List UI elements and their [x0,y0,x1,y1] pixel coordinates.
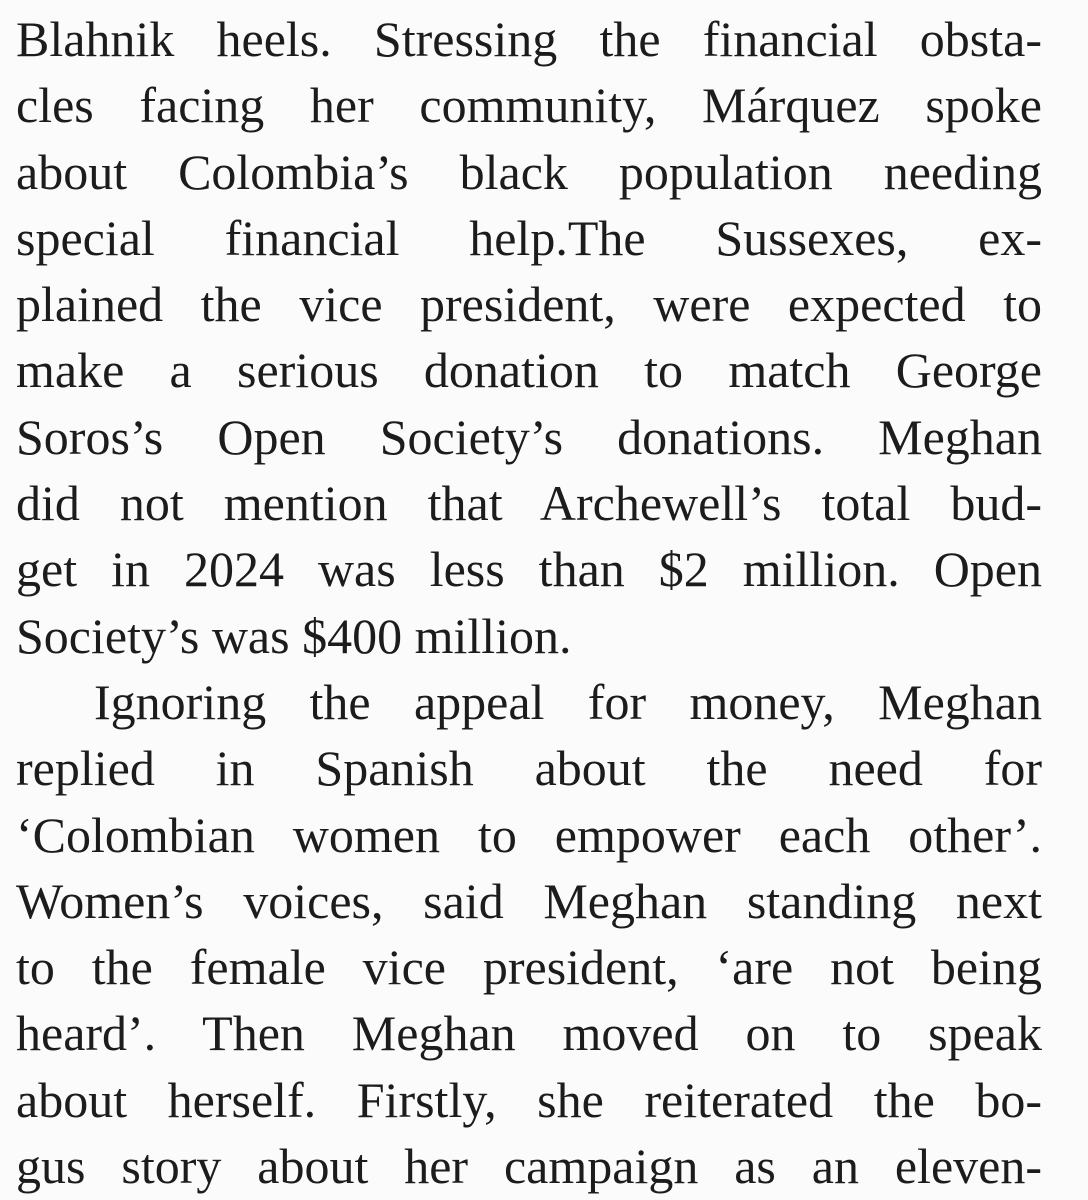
text-line: Blahnik heels. Stressing the financial obsta- [16,11,1042,67]
text-column [16,6,1042,1199]
text-line: plained the vice president, were expected to [16,276,1042,333]
text-line: Women’s voices, said Meghan standing next [16,872,1042,929]
text-line: about Colombia’s black population needing [16,143,1042,200]
text-line: to the female vice president, ‘are not being [16,939,1042,996]
text-line: ‘Colombian women to empower each other’. [16,806,1042,863]
text-line: make a serious donation to match George [16,342,1042,399]
text-line: Society’s was $400 million. [16,607,572,664]
text-line: get in 2024 was less than $2 million. Open [16,541,1042,598]
paragraph-1 [16,6,1042,669]
text-line: Soros’s Open Society’s donations. Meghan [16,408,1042,465]
text-line: heard’. Then Meghan moved on to speak [16,1005,1042,1062]
text-line: replied in Spanish about the need for [16,740,1042,797]
paragraph-2 [16,669,1042,1199]
text-line: about herself. Firstly, she reiterated the bo- [16,1071,1042,1128]
text-line: did not mention that Archewell’s total bud- [16,475,1042,532]
text-line: special financial help.The Sussexes, ex- [16,209,1042,266]
text-line: Ignoring the appeal for money, Meghan [94,673,1042,730]
text-line: cles facing her community, Márquez spoke [16,77,1042,134]
text-line: gus story about her campaign as an eleven- [16,1138,1042,1195]
